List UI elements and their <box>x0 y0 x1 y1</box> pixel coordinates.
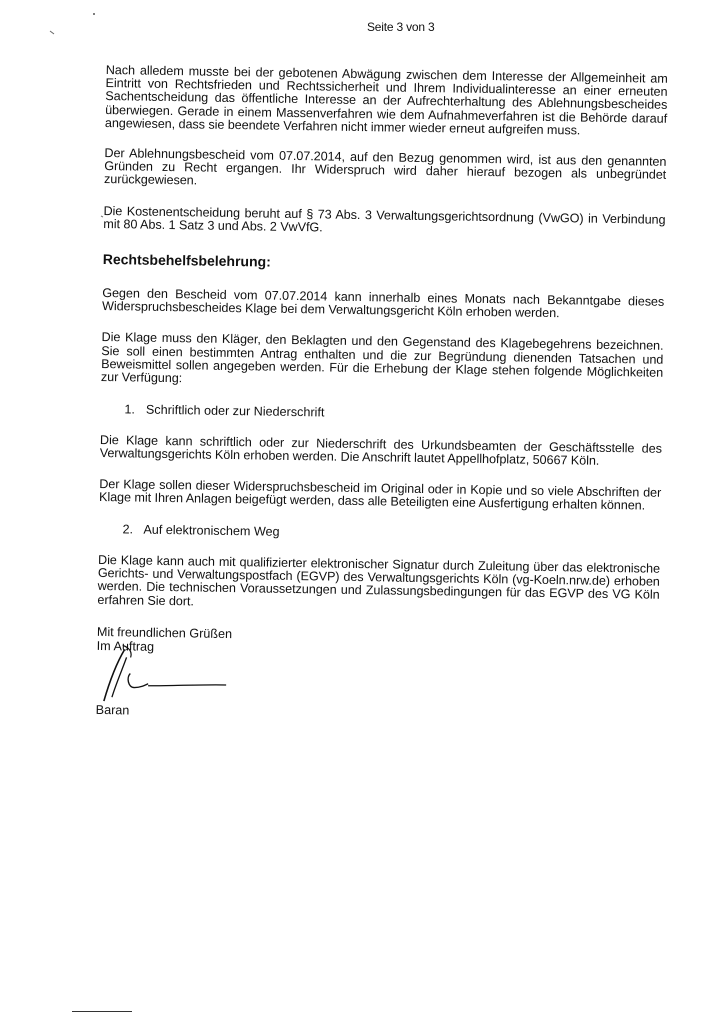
handwritten-signature <box>96 655 659 712</box>
list-item-electronic <box>122 522 660 544</box>
list-item-label: Auf elektronischem Weg <box>143 522 280 539</box>
paragraph-lawsuit-deadline: Gegen den Bescheid vom 07.07.2014 kann innerhalb eines Monats nach Bekanntgabe dieses Widerspruchsbescheides Klage bei dem Verwaltungsgericht Köln erhoben werden. <box>101 286 665 321</box>
section-heading-legal-remedy: Rechtsbehelfsbelehrung: <box>102 251 271 270</box>
closing-greeting: Mit freundlichen Grüßen <box>96 624 233 641</box>
list-number: 1. <box>124 402 136 417</box>
paragraph-lawsuit-requirements: Die Klage muss den Kläger, den Beklagten und den Gegenstand des Klagebegehrens bezeichnen. Sie soll einen bestimmten Antrag enthalten und die zur Begründung dienenden Tatsachen und Beweismittel sollen angegeben werden. Für die Erhebung der Klage stehen folgende Möglichkeiten zur Verfügung: <box>100 330 664 386</box>
paragraph-rejection-decision: Der Ablehnungsbescheid vom 07.07.2014, auf den Bezug genommen wird, ist aus den genannten Gründen zu Recht ergangen. Ihr Widerspruch wird daher hierauf bezogen als unbegründet zurückgewiesen. <box>103 146 667 188</box>
list-item-written <box>124 403 662 425</box>
signer-name: Baran <box>95 702 130 718</box>
footer-rule <box>72 1011 132 1012</box>
paragraph-copies: Der Klage sollen dieser Widerspruchsbescheid im Original oder in Kopie und so viele Abschriften der Klage mit Ihren Anlagen beigefügt werden, dass alle Beteiligten eine Ausfertigung erhalten können. <box>98 476 662 513</box>
paragraph-court-address: Die Klage kann schriftlich oder zur Niederschrift des Urkundsbeamten der Geschäftsstelle des Verwaltungsgerichts Köln erhoben werden. Die Anschrift lautet Appellhofplatz, 50667 Köln. <box>99 433 663 469</box>
page-number: Seite 3 von 3 <box>367 20 435 34</box>
letter-body <box>96 56 668 726</box>
list-item-label: Schriftlich oder zur Niederschrift <box>145 402 325 420</box>
paragraph-electronic-filing: Die Klage kann auch mit qualifizierter elektronischer Signatur durch Zuleitung über das elektronische Gerichts- und Verwaltungspostfach (EGVP) des Verwaltungsgerichts Köln (vg-Koeln.nrw.de) erhoben werden. Die technischen Voraussetzungen und Zulassungsbedingungen für das EGVP des VG Köln erfahren Sie dort. <box>97 553 661 609</box>
list-number: 2. <box>122 522 134 537</box>
paragraph-cost-decision: Die Kostenentscheidung beruht auf § 73 Abs. 3 Verwaltungsgerichtsordnung (VwGO) in Verbindung mit 80 Abs. 1 Satz 3 und Abs. 2 VwVfG. <box>103 203 666 235</box>
on-behalf-line: Im Auftrag <box>96 638 155 654</box>
signature-stroke <box>86 643 247 716</box>
paragraph-weighing-interests: Nach alledem musste bei der gebotenen Abwägung zwischen dem Interesse der Allgemeinheit am Eintritt von Rechtsfrieden und Rechtssicherheit und Ihrem Individualinteresse an einer erneuten Sachentscheidung das öffentliche Interesse an der Aufrechterhaltung des Ablehnungsbescheides überwiegen. Gerade in einem Massenverfahren wie dem Aufnahmeverfahren ist die Behörde darauf angewiesen, dass sie beendete Verfahren nicht immer wieder erneut aufgreifen muss. <box>104 62 668 138</box>
